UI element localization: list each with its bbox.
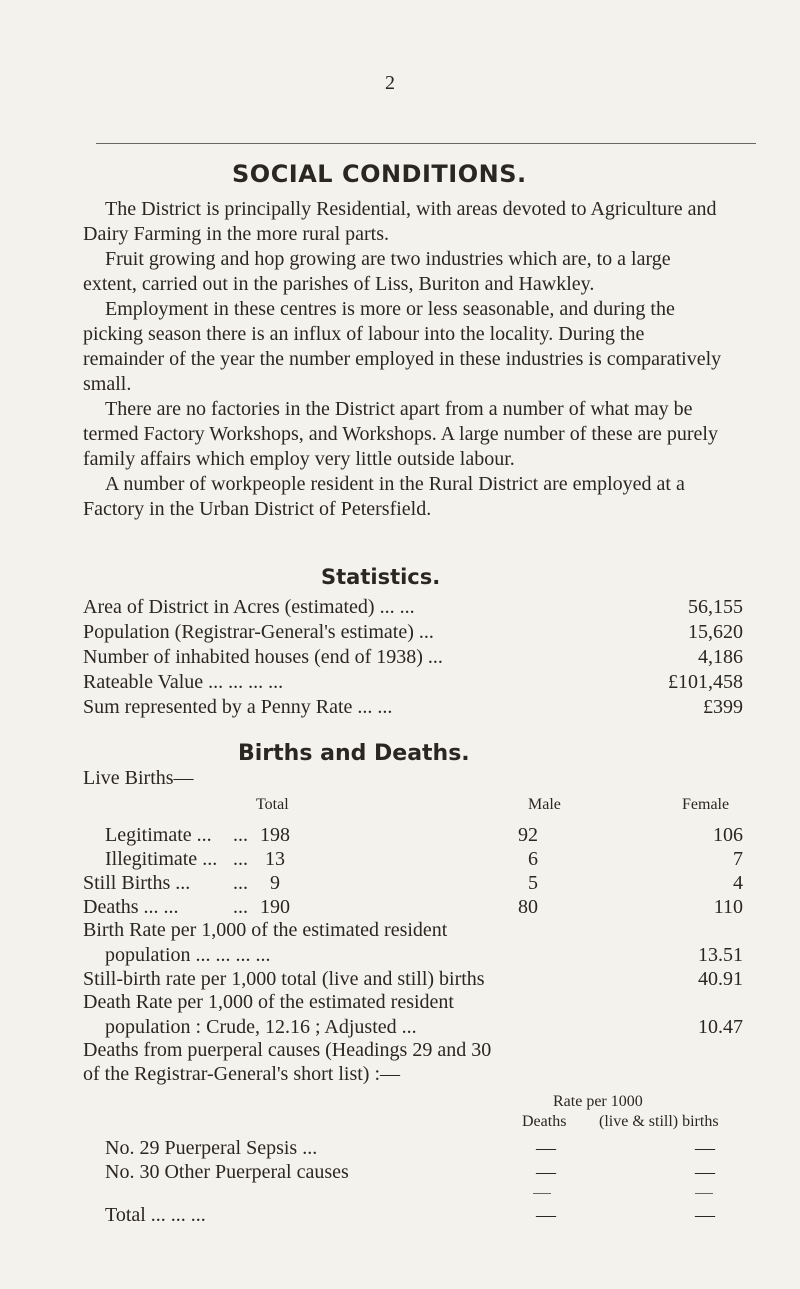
puerperal-label: No. 29 Puerperal Sepsis ... bbox=[105, 1137, 318, 1159]
male-value: 6 bbox=[528, 848, 538, 870]
live-births-label: Live Births— bbox=[83, 767, 194, 789]
statistics-value: 15,620 bbox=[688, 621, 743, 643]
death-rate-row bbox=[83, 1015, 743, 1040]
female-value: 7 bbox=[733, 848, 743, 870]
row-label: Illegitimate ... bbox=[105, 848, 218, 870]
birth-rate-label: population ... ... ... ... bbox=[105, 944, 271, 966]
female-value: 110 bbox=[713, 896, 743, 918]
total-value: 13 bbox=[265, 848, 285, 870]
puerperal-rate: — bbox=[695, 1137, 715, 1159]
statistics-label: Number of inhabited houses (end of 1938) ... bbox=[83, 646, 443, 668]
statistics-value: £101,458 bbox=[668, 671, 743, 693]
puerperal-line: of the Registrar-General's short list) :— bbox=[83, 1063, 401, 1085]
page-title: SOCIAL CONDITIONS. bbox=[232, 160, 527, 188]
total-deaths: — bbox=[536, 1204, 556, 1226]
total-value: 198 bbox=[260, 824, 290, 846]
puerperal-row bbox=[83, 1136, 743, 1161]
paragraph: A number of workpeople resident in the Rural District are employed at a Factory in the Urban District of Petersfield. bbox=[83, 473, 685, 520]
table-row bbox=[83, 823, 743, 848]
statistics-row bbox=[83, 695, 743, 720]
birth-rate-value: 13.51 bbox=[698, 944, 743, 966]
puerperal-row bbox=[83, 1160, 743, 1185]
top-rule bbox=[96, 143, 756, 144]
stillbirth-rate-value: 40.91 bbox=[698, 968, 743, 990]
statistics-value: 56,155 bbox=[688, 596, 743, 618]
row-label: Still Births ... bbox=[83, 872, 191, 894]
row-dots: ... bbox=[233, 824, 248, 846]
rate-header: Rate per 1000 bbox=[553, 1093, 643, 1110]
row-label: Legitimate ... bbox=[105, 824, 212, 846]
statistics-label: Sum represented by a Penny Rate ... ... bbox=[83, 696, 393, 718]
statistics-label: Rateable Value ... ... ... ... bbox=[83, 671, 284, 693]
row-dots: ... bbox=[233, 848, 248, 870]
statistics-row bbox=[83, 645, 743, 670]
total-label: Total ... ... ... bbox=[105, 1204, 206, 1226]
row-dots: ... bbox=[233, 896, 248, 918]
puerperal-rate: — bbox=[695, 1161, 715, 1183]
male-value: 92 bbox=[518, 824, 538, 846]
puerperal-deaths: — bbox=[536, 1161, 556, 1183]
table-row bbox=[83, 895, 743, 920]
column-header-female: Female bbox=[682, 796, 730, 813]
sum-rule bbox=[695, 1193, 713, 1194]
deaths-header: Deaths bbox=[522, 1113, 567, 1130]
death-rate-label: population : Crude, 12.16 ; Adjusted ... bbox=[105, 1016, 417, 1038]
death-rate-line: Death Rate per 1,000 of the estimated resident bbox=[83, 991, 454, 1013]
births-header: (live & still) births bbox=[599, 1113, 719, 1130]
puerperal-label: No. 30 Other Puerperal causes bbox=[105, 1161, 349, 1183]
puerperal-deaths: — bbox=[536, 1137, 556, 1159]
statistics-value: £399 bbox=[703, 696, 743, 718]
birth-rate-row bbox=[83, 943, 743, 968]
female-value: 106 bbox=[713, 824, 743, 846]
paragraph: Employment in these centres is more or less seasonable, and during the picking season there is an influx of labour into the locality. During the remainder of the year the number employed in these industries is comparatively small. bbox=[83, 298, 722, 395]
total-rate: — bbox=[695, 1204, 715, 1226]
statistics-row bbox=[83, 670, 743, 695]
total-value: 190 bbox=[260, 896, 290, 918]
male-value: 5 bbox=[528, 872, 538, 894]
statistics-row bbox=[83, 620, 743, 645]
female-value: 4 bbox=[733, 872, 743, 894]
social-conditions-text bbox=[83, 197, 723, 522]
statistics-label: Area of District in Acres (estimated) ... ... bbox=[83, 596, 415, 618]
male-value: 80 bbox=[518, 896, 538, 918]
column-header-male: Male bbox=[528, 796, 561, 813]
row-dots: ... bbox=[233, 872, 248, 894]
statistics-value: 4,186 bbox=[698, 646, 743, 668]
statistics-heading: Statistics. bbox=[321, 565, 441, 589]
birth-rate-line: Birth Rate per 1,000 of the estimated resident bbox=[83, 919, 448, 941]
paragraph: Fruit growing and hop growing are two industries which are, to a large extent, carried out in the parishes of Liss, Buriton and Hawkley. bbox=[83, 248, 671, 295]
stillbirth-rate-row bbox=[83, 967, 743, 992]
column-header-total: Total bbox=[256, 796, 289, 813]
table-row bbox=[83, 847, 743, 872]
paragraph: There are no factories in the District apart from a number of what may be termed Factory Workshops, and Workshops. A large number of these are purely family affairs which employ very little outside labour. bbox=[83, 398, 718, 470]
statistics-label: Population (Registrar-General's estimate) ... bbox=[83, 621, 434, 643]
total-row bbox=[83, 1203, 743, 1228]
stillbirth-rate-label: Still-birth rate per 1,000 total (live and still) births bbox=[83, 968, 485, 990]
page-number: 2 bbox=[385, 72, 395, 94]
births-deaths-heading: Births and Deaths. bbox=[238, 741, 470, 766]
paragraph: The District is principally Residential, with areas devoted to Agriculture and Dairy Farming in the more rural parts. bbox=[83, 198, 717, 245]
row-label: Deaths ... ... bbox=[83, 896, 179, 918]
sum-rule bbox=[533, 1193, 551, 1194]
total-value: 9 bbox=[270, 872, 280, 894]
statistics-row bbox=[83, 595, 743, 620]
puerperal-line: Deaths from puerperal causes (Headings 29 and 30 bbox=[83, 1039, 492, 1061]
death-rate-value: 10.47 bbox=[698, 1016, 743, 1038]
table-row bbox=[83, 871, 743, 896]
